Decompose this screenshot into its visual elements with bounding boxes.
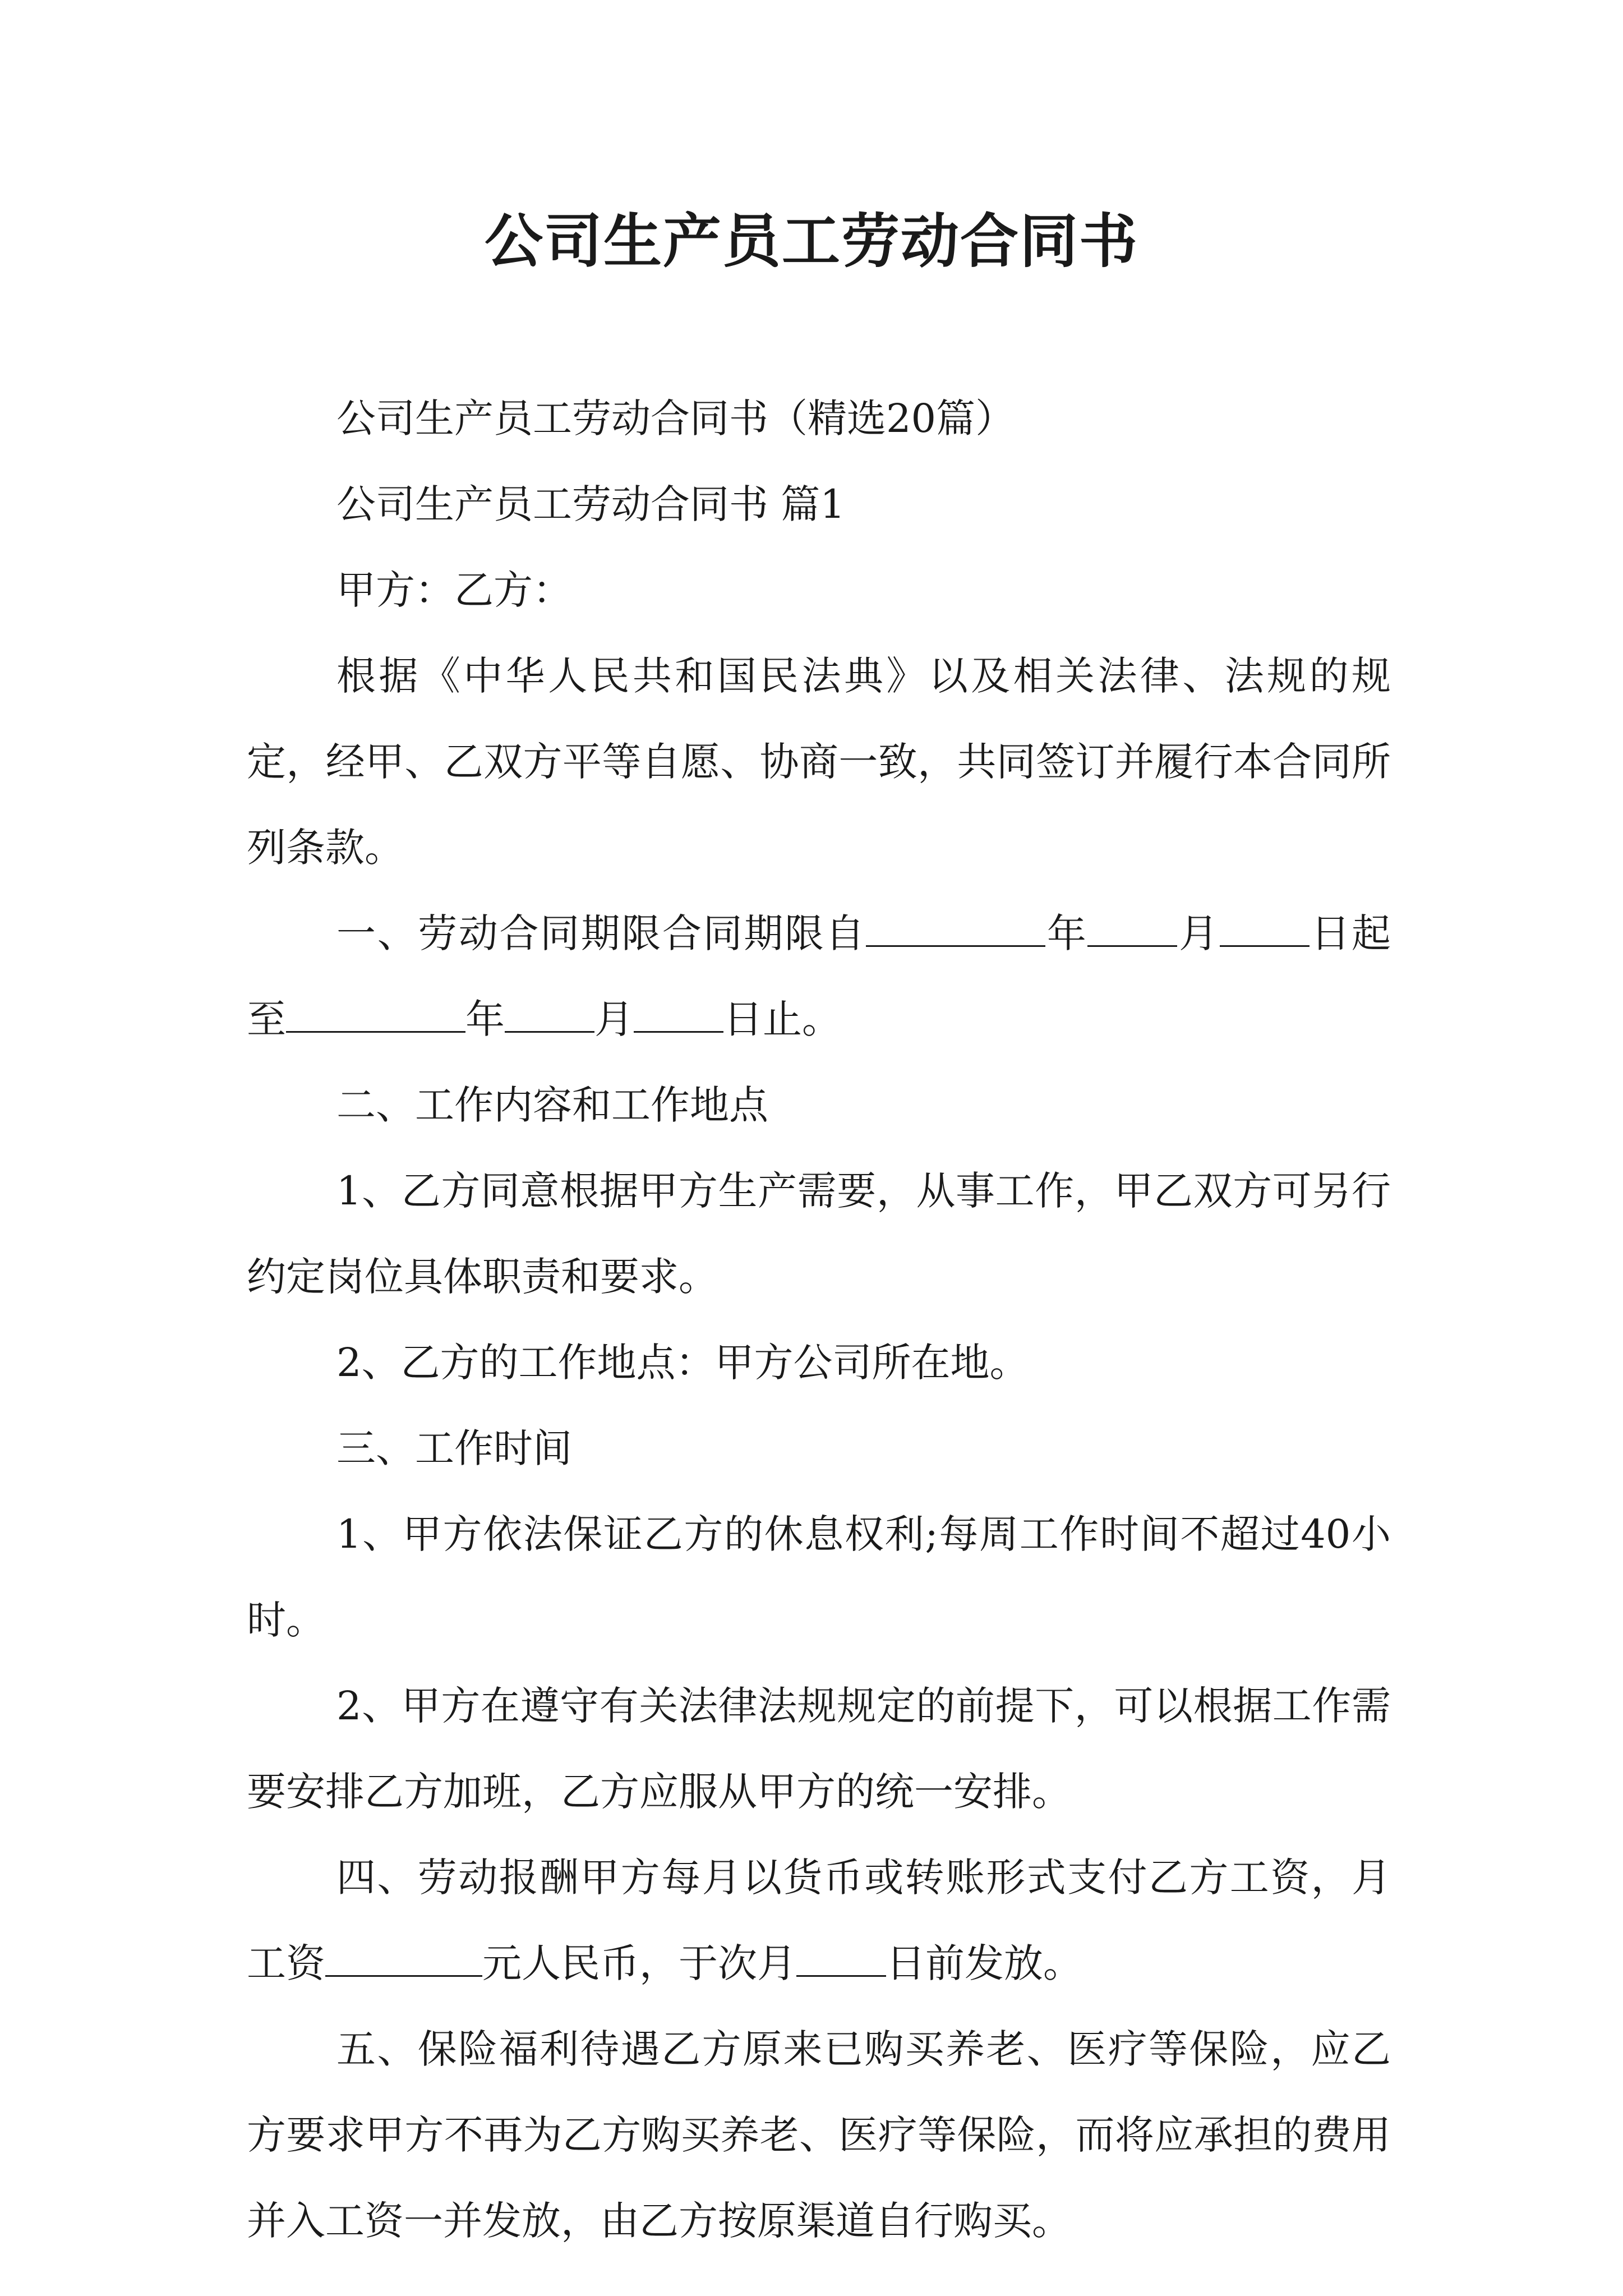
hours-item-2: 2、甲方在遵守有关法律法规规定的前提下，可以根据工作需要安排乙方加班，乙方应服从甲方的统一安排。 (247, 1683, 1391, 1815)
term-text-a: 一、劳动合同期限合同期限自 (336, 910, 866, 956)
document-body (247, 376, 1391, 2264)
parties-line: 甲方：乙方： (336, 567, 572, 613)
term-text-end: 日止。 (723, 996, 841, 1042)
term-unit-month-2: 月 (594, 996, 634, 1042)
work-heading: 二、工作内容和工作地点 (336, 1082, 768, 1128)
term-clause (247, 891, 1391, 1062)
insurance-clause: 五、保险福利待遇乙方原来已购买养老、医疗等保险，应乙方要求甲方不再为乙方购买养老、医疗等保险，而将应承担的费用并入工资一并发放，由乙方按原渠道自行购买。 (247, 2026, 1391, 2244)
preamble-paragraph: 根据《中华人民共和国民法典》以及相关法律、法规的规定，经甲、乙双方平等自愿、协商一致，共同签订并履行本合同所列条款。 (247, 653, 1391, 871)
blank-field[interactable] (1087, 914, 1177, 947)
term-unit-month: 月 (1177, 910, 1220, 956)
hours-heading: 三、工作时间 (336, 1425, 572, 1471)
document-title: 公司生产员工劳动合同书 (484, 207, 1138, 275)
blank-field[interactable] (866, 914, 1045, 947)
blank-field[interactable] (634, 1000, 723, 1033)
term-unit-year-2: 年 (465, 996, 505, 1042)
subtitle-line: 公司生产员工劳动合同书（精选20篇） (336, 395, 1015, 441)
pay-clause (247, 1835, 1391, 2007)
section-heading: 公司生产员工劳动合同书 篇1 (336, 481, 845, 527)
term-text-b: 起至 (247, 910, 1391, 1042)
pay-text-c: 日前发放。 (886, 1940, 1082, 1986)
term-unit-day: 日 (1309, 910, 1352, 956)
work-item-2: 2、乙方的工作地点：甲方公司所在地。 (336, 1340, 1029, 1386)
work-item-1: 1、乙方同意根据甲方生产需要，从事工作，甲乙双方可另行约定岗位具体职责和要求。 (247, 1168, 1391, 1300)
blank-field[interactable] (1220, 914, 1310, 947)
blank-field[interactable] (796, 1944, 886, 1977)
pay-text-b: 元人民币，于次月 (482, 1940, 796, 1986)
blank-field[interactable] (286, 1000, 465, 1033)
pay-text-a: 四、劳动报酬甲方每月以货币或转账形式支付乙方工资，月工资 (247, 1855, 1391, 1986)
blank-field[interactable] (505, 1000, 594, 1033)
hours-item-1: 1、甲方依法保证乙方的休息权利;每周工作时间不超过40小时。 (247, 1511, 1391, 1643)
blank-field[interactable] (325, 1944, 482, 1977)
term-unit-year: 年 (1045, 910, 1088, 956)
